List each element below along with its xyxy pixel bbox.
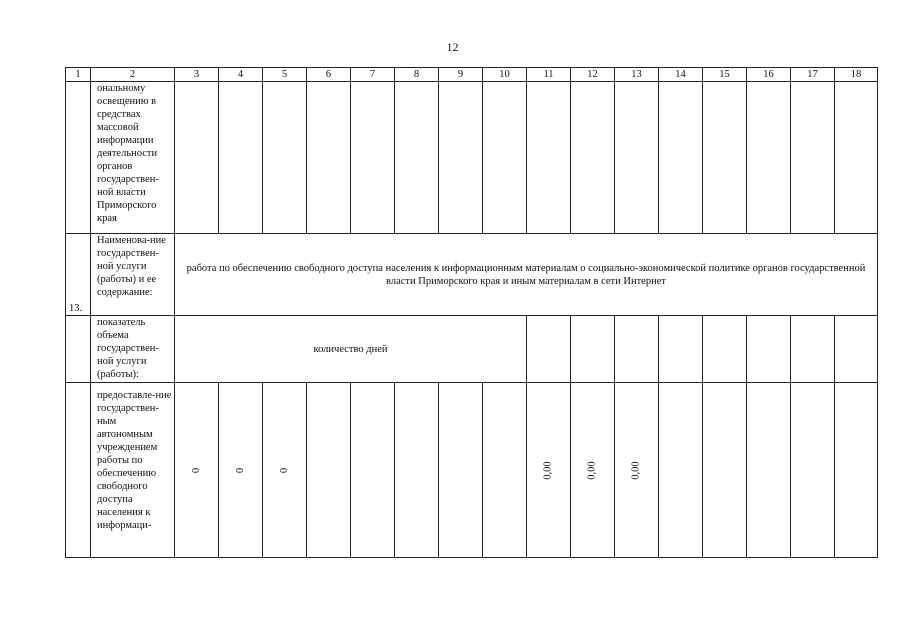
table-row [66, 82, 878, 234]
header-cell: 12 [571, 68, 615, 82]
header-cell: 5 [263, 68, 307, 82]
header-cell: 3 [175, 68, 219, 82]
header-cell: 18 [835, 68, 878, 82]
description-cell: ональному освещению в средствах массовой информации деятельности органов государствен-ной власти Приморского края [91, 82, 175, 234]
description-cell: показатель объема государствен-ной услуги (работы): [91, 316, 175, 383]
header-cell: 14 [659, 68, 703, 82]
value-cell: 0,00 [527, 383, 571, 558]
header-cell: 17 [791, 68, 835, 82]
row-number-cell [66, 383, 91, 558]
header-cell: 2 [91, 68, 175, 82]
row-number-cell: 13. [66, 234, 91, 316]
header-cell: 11 [527, 68, 571, 82]
header-cell: 1 [66, 68, 91, 82]
row-number-cell [66, 82, 91, 234]
value-cell: 0 [175, 383, 219, 558]
table-row [66, 316, 878, 383]
header-row [66, 68, 878, 82]
header-cell: 13 [615, 68, 659, 82]
description-cell: Наименова-ние государствен-ной услуги (работы) и ее содержание: [91, 234, 175, 316]
header-cell: 8 [395, 68, 439, 82]
indicator-unit-cell: количество дней [175, 316, 527, 383]
value-cell: 0 [263, 383, 307, 558]
service-content-cell: работа по обеспечению свободного доступа населения к информационным материалам о социально-экономической политике органов государственной власти Приморского края и иным материалам в сети Интернет [175, 234, 878, 316]
description-cell: предоставле-ние государствен-ным автономным учреждением работы по обеспечению свободного доступа населения к информаци- [91, 383, 175, 558]
header-cell: 16 [747, 68, 791, 82]
value-cell: 0,00 [571, 383, 615, 558]
value-cell: 0,00 [615, 383, 659, 558]
value-cell: 0 [219, 383, 263, 558]
row-number-cell [66, 316, 91, 383]
table-row [66, 383, 878, 558]
header-cell: 15 [703, 68, 747, 82]
header-cell: 6 [307, 68, 351, 82]
header-cell: 9 [439, 68, 483, 82]
budget-table [65, 67, 878, 558]
header-cell: 7 [351, 68, 395, 82]
table-row [66, 234, 878, 316]
header-cell: 10 [483, 68, 527, 82]
page-number: 12 [446, 40, 459, 54]
header-cell: 4 [219, 68, 263, 82]
